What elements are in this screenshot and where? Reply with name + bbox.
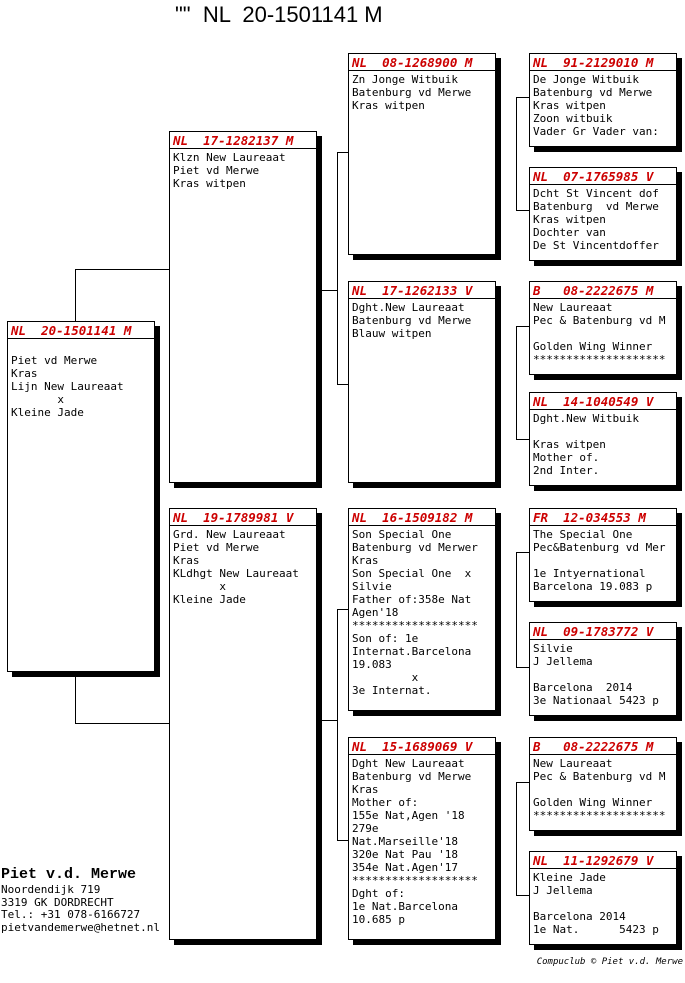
great-grandparent-card[interactable] — [529, 851, 677, 945]
copyright-footer: Compuclub © Piet v.d. Merwe — [536, 957, 683, 967]
pigeon-details: Grd. New Laureaat Piet vd Merwe Kras KLdhgt New Laureaat x Kleine Jade — [173, 528, 299, 606]
owner-phone: Tel.: +31 078-6166727 — [1, 908, 141, 921]
granddam-card[interactable] — [348, 737, 496, 940]
connector — [75, 269, 171, 270]
ring-number: NL 15-1689069 V — [349, 738, 495, 755]
pigeon-details: Silvie J Jellema Barcelona 2014 3e Nationaal 5423 p — [533, 642, 659, 707]
connector — [316, 720, 337, 721]
pigeon-details: Zn Jonge Witbuik Batenburg vd Merwe Kras witpen — [352, 73, 472, 112]
connector — [316, 290, 337, 291]
owner-address-city: 3319 GK DORDRECHT — [1, 895, 114, 909]
great-grandparent-card[interactable] — [529, 737, 677, 831]
pigeon-details: De Jonge Witbuik Batenburg vd Merwe Kras witpen Zoon witbuik Vader Gr Vader van: — [533, 73, 659, 138]
connector — [337, 152, 338, 385]
great-grandparent-card[interactable] — [529, 622, 677, 716]
pigeon-details: The Special One Pec&Batenburg vd Mer 1e Intyernational Barcelona 19.083 p — [533, 528, 666, 593]
connector — [516, 97, 517, 210]
dam-card[interactable] — [169, 508, 317, 940]
connector — [516, 667, 530, 668]
grandsire-card[interactable] — [348, 508, 496, 711]
connector — [516, 439, 530, 440]
ring-number: NL 16-1509182 M — [349, 509, 495, 526]
pigeon-details: New Laureaat Pec & Batenburg vd M Golden Wing Winner ******************** — [533, 301, 666, 366]
great-grandparent-card[interactable] — [529, 53, 677, 147]
owner-email[interactable]: pietvandemerwe@hetnet.nl — [1, 920, 160, 934]
connector — [516, 326, 517, 439]
connector — [516, 895, 530, 896]
great-grandparent-card[interactable] — [529, 508, 677, 602]
owner-address-street: Noordendijk 719 — [1, 883, 101, 896]
ring-number: NL 17-1282137 M — [170, 132, 316, 149]
pigeon-details: Klzn New Laureaat Piet vd Merwe Kras witpen — [173, 151, 286, 190]
connector — [516, 782, 530, 783]
pigeon-details: Dght.New Laureaat Batenburg vd Merwe Blauw witpen — [352, 301, 472, 340]
connector — [75, 723, 171, 724]
pigeon-details: Dcht St Vincent dof Batenburg vd Merwe Kras witpen Dochter van De St Vincentdoffer — [533, 187, 659, 252]
pigeon-details: Dght New Laureaat Batenburg vd Merwe Kras Mother of: 155e Nat,Agen '18 279e Nat.Marseille'18 320e Nat Pau '18 354e Nat.Agen'17 ******************* Dght of: 1e Nat.Barcelona 10.685 p — [352, 757, 478, 926]
ring-number: NL 14-1040549 V — [530, 393, 676, 410]
great-grandparent-card[interactable] — [529, 281, 677, 375]
grandsire-card[interactable] — [348, 53, 496, 255]
owner-info — [1, 866, 160, 934]
pigeon-details: Kleine Jade J Jellema Barcelona 2014 1e Nat. 5423 p — [533, 871, 659, 936]
connector — [516, 552, 530, 553]
granddam-card[interactable] — [348, 281, 496, 483]
pigeon-details: Dght.New Witbuik Kras witpen Mother of. 2nd Inter. — [533, 412, 639, 477]
connector — [516, 552, 517, 667]
ring-number: B 08-2222675 M — [530, 738, 676, 755]
ring-number: NL 09-1783772 V — [530, 623, 676, 640]
owner-name: Piet v.d. Merwe — [1, 866, 137, 883]
ring-number: NL 20-1501141 M — [8, 322, 154, 339]
ring-number: NL 91-2129010 M — [530, 54, 676, 71]
page-title: "" NL 20-1501141 M — [175, 2, 383, 27]
connector — [75, 269, 76, 321]
connector — [337, 609, 338, 841]
ring-number: NL 19-1789981 V — [170, 509, 316, 526]
ring-number: NL 17-1262133 V — [349, 282, 495, 299]
sire-card[interactable] — [169, 131, 317, 483]
ring-number: FR 12-034553 M — [530, 509, 676, 526]
pigeon-details: Son Special One Batenburg vd Merwer Kras Son Special One x Silvie Father of:358e Nat Agen'18 ******************* Son of: 1e Internat.Barcelona 19.083 x 3e Internat. — [352, 528, 478, 697]
ring-number: NL 07-1765985 V — [530, 168, 676, 185]
great-grandparent-card[interactable] — [529, 167, 677, 261]
subject-card[interactable] — [7, 321, 155, 672]
great-grandparent-card[interactable] — [529, 392, 677, 486]
connector — [516, 97, 530, 98]
ring-number: NL 11-1292679 V — [530, 852, 676, 869]
pigeon-details: New Laureaat Pec & Batenburg vd M Golden Wing Winner ******************** — [533, 757, 666, 822]
connector — [75, 672, 76, 724]
ring-number: B 08-2222675 M — [530, 282, 676, 299]
connector — [516, 326, 530, 327]
pigeon-details: Piet vd Merwe Kras Lijn New Laureaat x Kleine Jade — [11, 354, 124, 419]
connector — [516, 782, 517, 895]
ring-number: NL 08-1268900 M — [349, 54, 495, 71]
connector — [516, 210, 530, 211]
